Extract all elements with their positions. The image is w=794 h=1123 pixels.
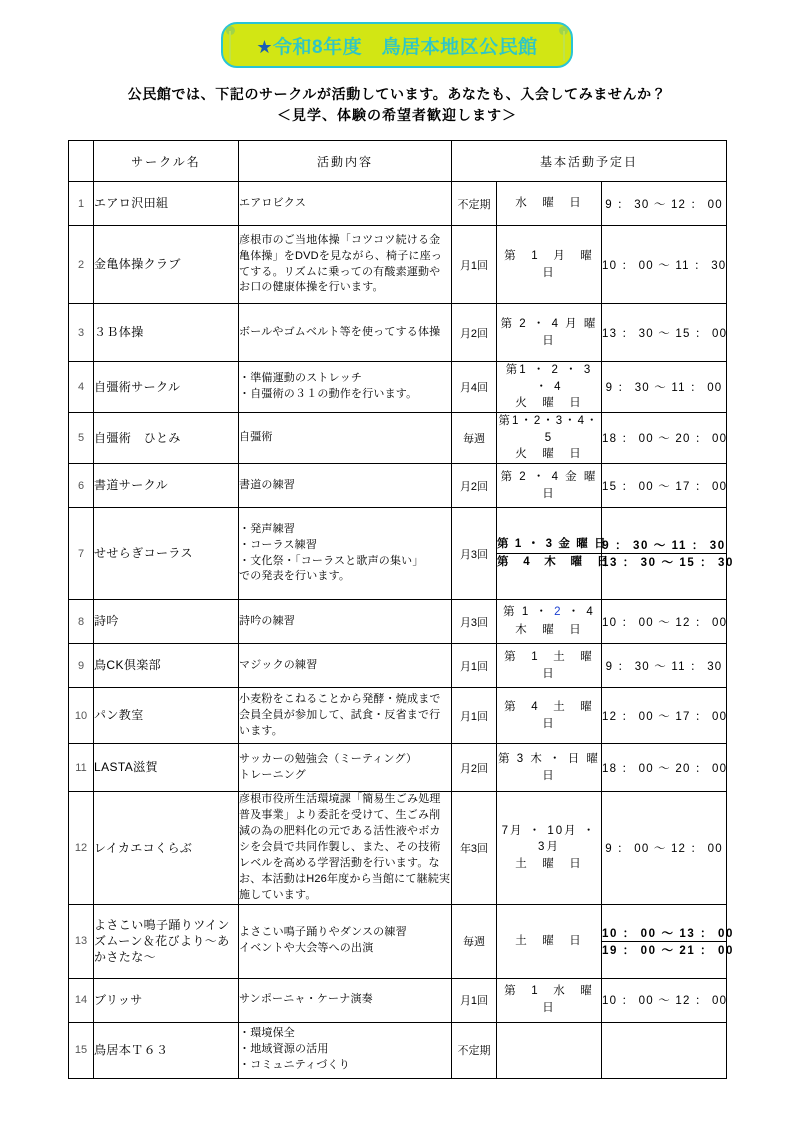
activity-frequency: 月1回 xyxy=(452,978,497,1022)
activity-frequency: 毎週 xyxy=(452,904,497,978)
row-number: 6 xyxy=(69,464,94,508)
banner-edge-left-icon xyxy=(229,31,231,61)
table-row xyxy=(69,978,727,1022)
table-row xyxy=(69,464,727,508)
activity-time: 9 ： 30 ～ 11 ： 00 xyxy=(602,362,727,413)
activity-day-split xyxy=(497,536,610,570)
activity-day-subrow xyxy=(497,554,601,571)
activity-frequency: 月1回 xyxy=(452,688,497,744)
table-row xyxy=(69,688,727,744)
row-number: 3 xyxy=(69,304,94,362)
row-number: 11 xyxy=(69,744,94,792)
activity-day: 第 4 土 曜 日 xyxy=(497,688,602,744)
row-number: 10 xyxy=(69,688,94,744)
activity-day: 第1・2・3・4・5 火 曜 日 xyxy=(497,413,602,464)
activity-day: 第 3 木 ・ 日 曜 日 xyxy=(497,744,602,792)
activity-frequency: 月2回 xyxy=(452,304,497,362)
activity-frequency: 月3回 xyxy=(452,508,497,600)
activity-time-cell xyxy=(602,904,735,978)
row-number: 8 xyxy=(69,600,94,644)
activity-day: 水 曜 日 xyxy=(497,182,602,226)
activity-day: 7月 ・ 10月 ・ 3月 土 曜 日 xyxy=(497,792,602,905)
circle-activity-table xyxy=(68,140,735,1079)
activity-time xyxy=(602,1022,727,1078)
activity-day-subrow xyxy=(497,536,601,553)
activity-day: 第 1 ・ 3 金 曜 日 xyxy=(497,536,601,553)
activity-day: 第1 ・ 2 ・ 3 ・ 4 火 曜 日 xyxy=(497,362,602,413)
activity-time: 9 ： 00 ～ 12 ： 00 xyxy=(602,792,727,905)
activity-content: ・環境保全 ・地域資源の活用 ・コミュニティづくり xyxy=(239,1022,452,1078)
circle-name: 書道サークル xyxy=(94,464,239,508)
activity-content: エアロビクス xyxy=(239,182,452,226)
row-number: 14 xyxy=(69,978,94,1022)
circle-name: エアロ沢田組 xyxy=(94,182,239,226)
activity-frequency: 月4回 xyxy=(452,362,497,413)
table-row xyxy=(69,362,727,413)
circle-table-container xyxy=(68,140,735,1079)
header-number xyxy=(69,141,94,182)
activity-day: 第 2 ・ 4 金 曜 日 xyxy=(497,464,602,508)
activity-time-cell xyxy=(602,508,735,600)
row-number: 1 xyxy=(69,182,94,226)
activity-time-split xyxy=(602,925,735,958)
activity-content: 書道の練習 xyxy=(239,464,452,508)
activity-content: 詩吟の練習 xyxy=(239,600,452,644)
row-number: 9 xyxy=(69,644,94,688)
circle-name: よさこい鳴子踊りツインズムーン＆花びより～あかさたな～ xyxy=(94,904,239,978)
row-number: 12 xyxy=(69,792,94,905)
table-row xyxy=(69,304,727,362)
activity-content: サンポーニャ・ケーナ演奏 xyxy=(239,978,452,1022)
activity-frequency: 月2回 xyxy=(452,744,497,792)
activity-content: 自彊術 xyxy=(239,413,452,464)
activity-content: ・発声練習 ・コーラス練習 ・文化祭・「コーラスと歌声の集い」 での発表を行います。 xyxy=(239,508,452,600)
table-row xyxy=(69,792,727,905)
activity-time-split xyxy=(602,537,735,570)
circle-name: ブリッサ xyxy=(94,978,239,1022)
activity-time: 18 ： 00 ～ 20 ： 00 xyxy=(602,744,727,792)
activity-time: 19 ： 00 ～ 21 ： 00 xyxy=(602,944,735,957)
activity-time-subrow xyxy=(602,554,726,571)
table-row xyxy=(69,600,727,644)
table-row xyxy=(69,413,727,464)
table-row xyxy=(69,182,727,226)
subtitle xyxy=(0,84,794,126)
circle-name: 鳥CK倶楽部 xyxy=(94,644,239,688)
activity-content: 小麦粉をこねることから発酵・焼成まで会員全員が参加して、試食・反省まで行います。 xyxy=(239,688,452,744)
activity-content: ・準備運動のストレッチ ・自彊術の３１の動作を行います。 xyxy=(239,362,452,413)
activity-frequency: 月3回 xyxy=(452,600,497,644)
row-number: 5 xyxy=(69,413,94,464)
activity-day: 第 2 ・ 4 月 曜 日 xyxy=(497,304,602,362)
activity-time: 10 ： 00 ～ 12 ： 00 xyxy=(602,978,727,1022)
star-icon: ★ xyxy=(256,36,274,57)
header-circle-name: サークル名 xyxy=(94,141,239,182)
subtitle-line-1: 公民館では、下記のサークルが活動しています。あなたも、入会してみませんか？ xyxy=(127,86,667,102)
activity-day: 第 1 ・ 2 ・ 4 木 曜 日 xyxy=(497,600,602,644)
circle-name: LASTA滋賀 xyxy=(94,744,239,792)
banner-edge-right-icon xyxy=(563,31,565,61)
circle-name: せせらぎコーラス xyxy=(94,508,239,600)
activity-day: 土 曜 日 xyxy=(497,904,602,978)
circle-name: 自彊術 ひとみ xyxy=(94,413,239,464)
activity-time: 13 ： 30 ～ 15 ： 00 xyxy=(602,304,727,362)
activity-time: 12 ： 00 ～ 17 ： 00 xyxy=(602,688,727,744)
row-number: 2 xyxy=(69,226,94,304)
circle-name: 鳥居本Ｔ６３ xyxy=(94,1022,239,1078)
table-row xyxy=(69,904,727,978)
activity-time: 10 ： 00 ～ 12 ： 00 xyxy=(602,600,727,644)
activity-day-cell xyxy=(497,508,610,600)
activity-time: 10 ： 00 ～ 11 ： 30 xyxy=(602,226,727,304)
activity-frequency: 月1回 xyxy=(452,226,497,304)
circle-name: レイカエコくらぶ xyxy=(94,792,239,905)
activity-content: ボールやゴムベルト等を使ってする体操 xyxy=(239,304,452,362)
row-number: 13 xyxy=(69,904,94,978)
subtitle-line-2: ＜見学、体験の希望者歓迎します＞ xyxy=(277,107,517,123)
circle-name: 自彊術サークル xyxy=(94,362,239,413)
activity-content: マジックの練習 xyxy=(239,644,452,688)
activity-time: 15 ： 00 ～ 17 ： 00 xyxy=(602,464,727,508)
circle-name: 詩吟 xyxy=(94,600,239,644)
activity-frequency: 不定期 xyxy=(452,1022,497,1078)
activity-frequency: 不定期 xyxy=(452,182,497,226)
page-title-text: 令和8年度 鳥居本地区公民館 xyxy=(273,36,538,58)
page-title xyxy=(256,32,537,59)
activity-frequency: 月1回 xyxy=(452,644,497,688)
activity-time: 9 ： 30 ～ 11 ： 30 xyxy=(602,537,726,554)
header-activity-content: 活動内容 xyxy=(239,141,452,182)
circle-name: 金亀体操クラブ xyxy=(94,226,239,304)
activity-day: 第 4 木 曜 日 xyxy=(497,556,610,569)
activity-time-subrow xyxy=(602,941,726,958)
circle-name: パン教室 xyxy=(94,688,239,744)
table-row xyxy=(69,1022,727,1078)
row-number: 15 xyxy=(69,1022,94,1078)
header-schedule: 基本活動予定日 xyxy=(452,141,727,182)
activity-time: 18 ： 00 ～ 20 ： 00 xyxy=(602,413,727,464)
activity-content: 彦根市のご当地体操「コツコツ続ける金亀体操」をDVDを見ながら、椅子に座ってする。リズムに乗っての有酸素運動やお口の健康体操を行います。 xyxy=(239,226,452,304)
activity-frequency: 月2回 xyxy=(452,464,497,508)
table-row xyxy=(69,744,727,792)
activity-content: 彦根市役所生活環境課「簡易生ごみ処理普及事業」より委託を受けて、生ごみ削減の為の肥料化の元である活性液やボカシを会員で共同作製し、また、その技術レベルを高める学習活動を行います。なお、本活動はH26年度から当館にて継続実施しています。 xyxy=(239,792,452,905)
row-number: 4 xyxy=(69,362,94,413)
title-banner xyxy=(221,22,573,68)
banner-container xyxy=(0,0,794,68)
table-row xyxy=(69,644,727,688)
activity-frequency: 年3回 xyxy=(452,792,497,905)
activity-time: 9 ： 30 ～ 12 ： 00 xyxy=(602,182,727,226)
activity-frequency: 毎週 xyxy=(452,413,497,464)
table-header-row xyxy=(69,141,727,182)
circle-name: ３Ｂ体操 xyxy=(94,304,239,362)
activity-day-highlight: 2 xyxy=(554,606,563,619)
row-number: 7 xyxy=(69,508,94,600)
table-row xyxy=(69,508,727,600)
activity-day: 第 1 月 曜 日 xyxy=(497,226,602,304)
activity-day xyxy=(497,1022,602,1078)
activity-time-subrow xyxy=(602,537,726,554)
activity-time: 13 ： 30 ～ 15 ： 30 xyxy=(602,557,735,570)
table-row xyxy=(69,226,727,304)
activity-time: 10 ： 00 ～ 13 ： 00 xyxy=(602,925,726,942)
activity-content: サッカーの勉強会（ミーティング） トレーニング xyxy=(239,744,452,792)
activity-time: 9 ： 30 ～ 11 ： 30 xyxy=(602,644,727,688)
activity-day: 第 1 水 曜 日 xyxy=(497,978,602,1022)
activity-time-subrow xyxy=(602,925,726,942)
activity-day: 第 1 土 曜 日 xyxy=(497,644,602,688)
activity-content: よさこい鳴子踊りやダンスの練習 イベントや大会等への出演 xyxy=(239,904,452,978)
